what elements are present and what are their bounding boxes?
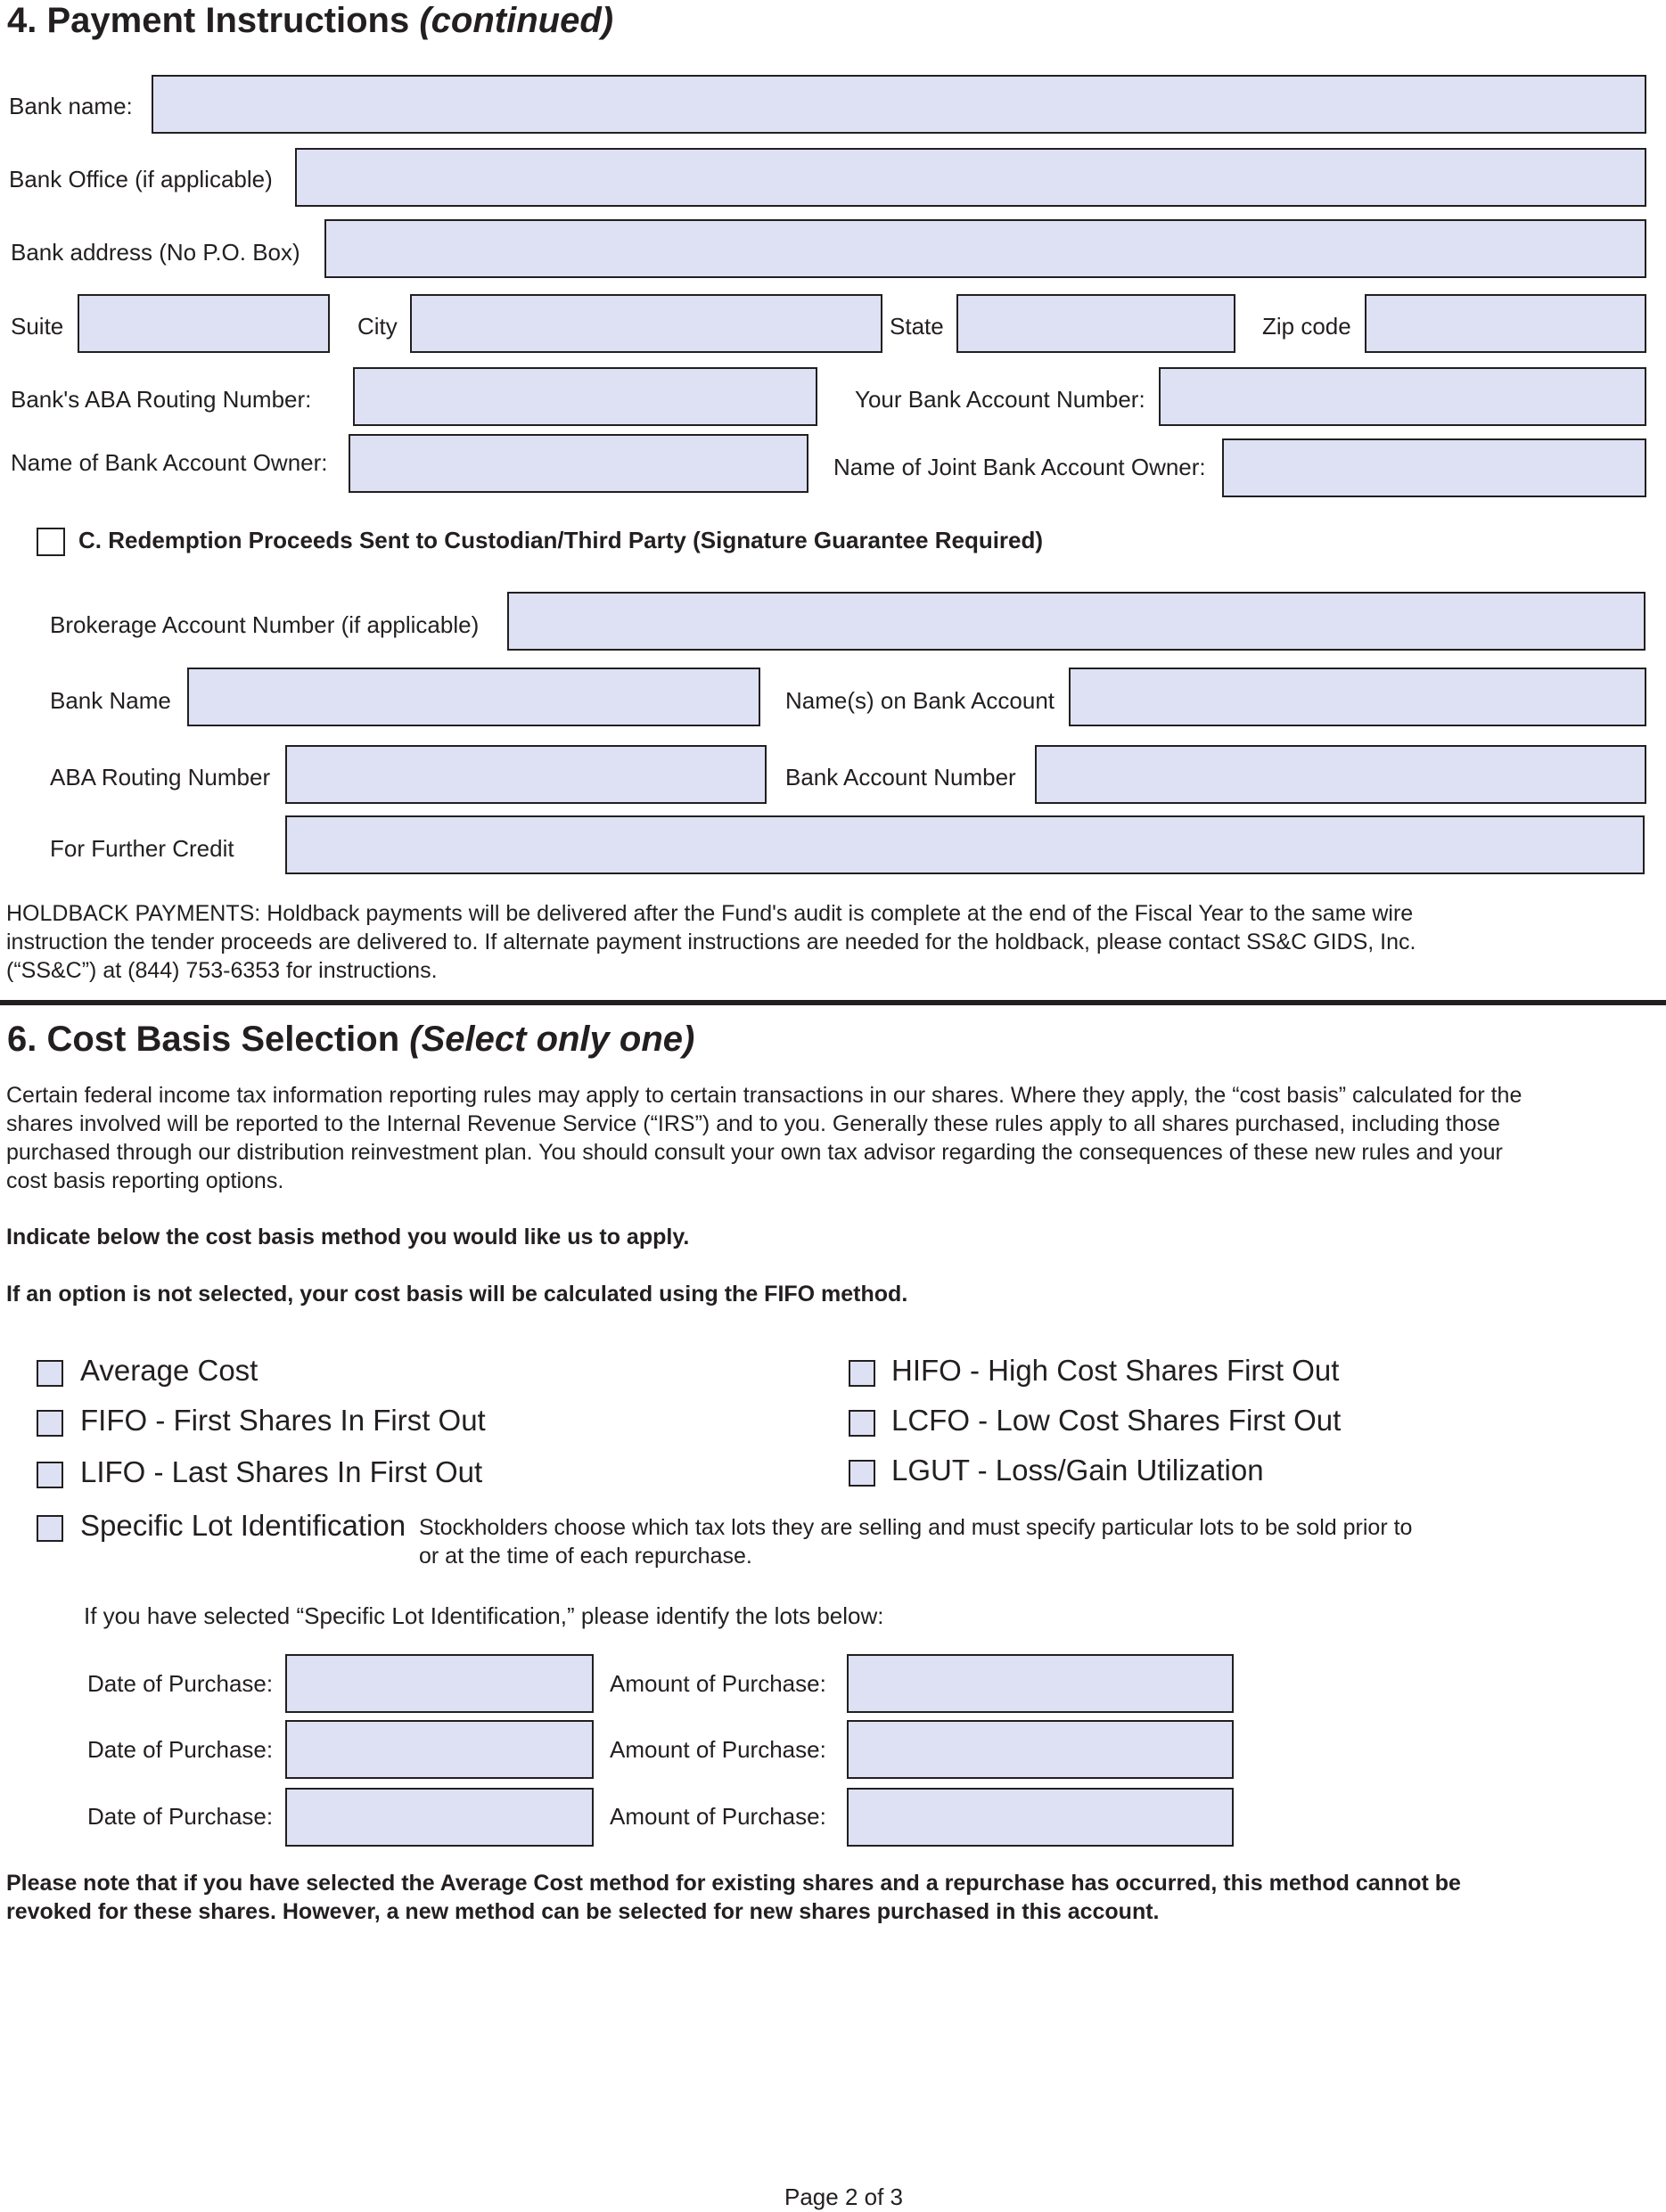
- account-number-label: Your Bank Account Number:: [855, 386, 1145, 413]
- section-4-title-text: 4. Payment Instructions: [7, 1, 410, 40]
- date-of-purchase-label-2: Date of Purchase:: [87, 1736, 274, 1763]
- hifo-checkbox[interactable]: [849, 1360, 875, 1387]
- lcfo-label: LCFO - Low Cost Shares First Out: [891, 1404, 1342, 1437]
- brokerage-account-label: Brokerage Account Number (if applicable): [50, 611, 480, 638]
- section-6-title-text: 6. Cost Basis Selection: [7, 1020, 400, 1059]
- bank-office-field[interactable]: [295, 148, 1646, 207]
- c-bank-name-label: Bank Name: [50, 687, 171, 714]
- section-4-title-suffix: (continued): [419, 1, 614, 40]
- date-of-purchase-label-1: Date of Purchase:: [87, 1670, 274, 1697]
- lifo-checkbox[interactable]: [37, 1462, 63, 1488]
- section-c-heading: C. Redemption Proceeds Sent to Custodian/Third Party (Signature Guarantee Required): [78, 527, 1044, 553]
- amount-of-purchase-field-2[interactable]: [847, 1720, 1234, 1779]
- date-of-purchase-field-2[interactable]: [285, 1720, 594, 1779]
- suite-label: Suite: [11, 313, 64, 340]
- account-owner-field[interactable]: [349, 434, 808, 493]
- further-credit-field[interactable]: [285, 815, 1645, 874]
- bank-name-label: Bank name:: [9, 93, 133, 119]
- joint-owner-field[interactable]: [1222, 438, 1646, 497]
- custodian-third-party-checkbox[interactable]: [37, 528, 65, 556]
- lgut-label: LGUT - Loss/Gain Utilization: [891, 1454, 1264, 1487]
- section-divider: [0, 1000, 1666, 1005]
- intro-line-4: cost basis reporting options.: [6, 1168, 284, 1193]
- amount-of-purchase-field-3[interactable]: [847, 1788, 1234, 1847]
- average-cost-checkbox[interactable]: [37, 1360, 63, 1387]
- page-number: Page 2 of 3: [784, 2183, 903, 2210]
- final-note-line-2: revoked for these shares. However, a new method can be selected for new shares purchased in this account.: [6, 1899, 1160, 1924]
- c-aba-routing-field[interactable]: [285, 745, 767, 804]
- holdback-line-3: (“SS&C”) at (844) 753-6353 for instructions.: [6, 958, 438, 983]
- intro-line-2: shares involved will be reported to the Internal Revenue Service (“IRS”) and to you. Generally these rules apply to all shares purchased, including those: [6, 1111, 1500, 1136]
- suite-field[interactable]: [78, 294, 330, 353]
- average-cost-final-note: [6, 1869, 1461, 1926]
- indicate-instruction: Indicate below the cost basis method you would like us to apply.: [6, 1225, 690, 1249]
- specific-lot-desc-line-2: or at the time of each repurchase.: [419, 1544, 752, 1569]
- holdback-line-1: HOLDBACK PAYMENTS: Holdback payments will be delivered after the Fund's audit is complete at the end of the Fiscal Year to the same wire: [6, 901, 1414, 926]
- zip-code-field[interactable]: [1365, 294, 1646, 353]
- bank-address-label: Bank address (No P.O. Box): [11, 239, 300, 266]
- aba-routing-label: Bank's ABA Routing Number:: [11, 386, 312, 413]
- brokerage-account-field[interactable]: [507, 592, 1645, 651]
- amount-of-purchase-label-3: Amount of Purchase:: [610, 1803, 826, 1830]
- holdback-line-2: instruction the tender proceeds are delivered to. If alternate payment instructions are needed for the holdback, please contact SS&C GIDS, Inc.: [6, 930, 1416, 954]
- lots-intro: If you have selected “Specific Lot Identification,” please identify the lots below:: [84, 1602, 884, 1629]
- c-account-number-field[interactable]: [1035, 745, 1646, 804]
- bank-name-field[interactable]: [152, 75, 1646, 134]
- date-of-purchase-field-3[interactable]: [285, 1788, 594, 1847]
- average-cost-label: Average Cost: [80, 1354, 259, 1387]
- amount-of-purchase-label-1: Amount of Purchase:: [610, 1670, 826, 1697]
- city-label: City: [357, 313, 398, 340]
- c-aba-routing-label: ABA Routing Number: [50, 764, 271, 791]
- specific-lot-checkbox[interactable]: [37, 1515, 63, 1542]
- section-4-title: [7, 0, 613, 41]
- zip-code-label: Zip code: [1262, 313, 1351, 340]
- bank-office-label: Bank Office (if applicable): [9, 166, 273, 193]
- final-note-line-1: Please note that if you have selected the Average Cost method for existing shares and a repurchase has occurred, this method cannot be: [6, 1871, 1461, 1896]
- hifo-label: HIFO - High Cost Shares First Out: [891, 1354, 1340, 1387]
- names-on-account-label: Name(s) on Bank Account: [785, 687, 1055, 714]
- account-number-field[interactable]: [1159, 367, 1646, 426]
- fifo-label: FIFO - First Shares In First Out: [80, 1404, 486, 1437]
- joint-owner-label: Name of Joint Bank Account Owner:: [833, 454, 1206, 480]
- default-fifo-note: If an option is not selected, your cost basis will be calculated using the FIFO method.: [6, 1282, 908, 1307]
- names-on-account-field[interactable]: [1069, 668, 1646, 726]
- lifo-label: LIFO - Last Shares In First Out: [80, 1455, 483, 1488]
- date-of-purchase-label-3: Date of Purchase:: [87, 1803, 274, 1830]
- state-label: State: [890, 313, 944, 340]
- intro-line-3: purchased through our distribution reinvestment plan. You should consult your own tax advisor regarding the consequences of these new rules and your: [6, 1140, 1503, 1165]
- lgut-checkbox[interactable]: [849, 1460, 875, 1487]
- state-field[interactable]: [956, 294, 1235, 353]
- section-6-title: [7, 1019, 694, 1060]
- specific-lot-label: Specific Lot Identification: [80, 1509, 406, 1542]
- cost-basis-intro: [6, 1081, 1655, 1195]
- city-field[interactable]: [410, 294, 882, 353]
- bank-address-field[interactable]: [324, 219, 1646, 278]
- c-bank-name-field[interactable]: [187, 668, 760, 726]
- c-account-number-label: Bank Account Number: [785, 764, 1016, 791]
- intro-line-1: Certain federal income tax information reporting rules may apply to certain transactions in our shares. Where they apply, the “cost basis” calculated for the: [6, 1083, 1522, 1108]
- lcfo-checkbox[interactable]: [849, 1410, 875, 1437]
- section-6-title-suffix: (Select only one): [409, 1020, 695, 1059]
- holdback-paragraph: [6, 899, 1655, 985]
- aba-routing-field[interactable]: [353, 367, 817, 426]
- date-of-purchase-field-1[interactable]: [285, 1654, 594, 1713]
- account-owner-label: Name of Bank Account Owner:: [11, 449, 328, 476]
- specific-lot-desc-line-1: Stockholders choose which tax lots they are selling and must specify particular lots to be sold prior to: [419, 1515, 1413, 1540]
- further-credit-label: For Further Credit: [50, 835, 234, 862]
- fifo-checkbox[interactable]: [37, 1410, 63, 1437]
- amount-of-purchase-field-1[interactable]: [847, 1654, 1234, 1713]
- specific-lot-description: [419, 1513, 1412, 1570]
- amount-of-purchase-label-2: Amount of Purchase:: [610, 1736, 826, 1763]
